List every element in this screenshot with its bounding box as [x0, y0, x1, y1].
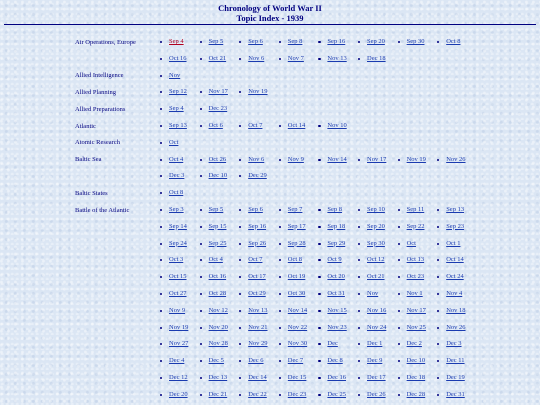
bullet-icon: [358, 293, 360, 295]
bullet-icon: [160, 327, 162, 329]
date-link[interactable]: Oct 4: [169, 155, 184, 163]
date-link[interactable]: Nov 10: [327, 122, 347, 129]
bullet-icon: [239, 310, 241, 312]
date-link[interactable]: Nov 20: [208, 323, 228, 331]
bullet-icon: [160, 360, 162, 362]
bullet-icon: [200, 125, 202, 127]
bullet-icon: [437, 310, 439, 312]
date-link[interactable]: Oct 24: [446, 273, 464, 281]
bullet-icon: [437, 293, 439, 295]
date-link[interactable]: Oct 8: [287, 256, 303, 264]
date-link[interactable]: Dec 21: [208, 390, 228, 398]
date-link[interactable]: Dec 18: [367, 54, 386, 62]
date-link[interactable]: Nov 9: [169, 306, 186, 314]
date-link[interactable]: Sep 7: [287, 206, 303, 213]
bullet-icon: [239, 327, 241, 329]
bullet-icon: [279, 58, 281, 60]
date-link[interactable]: Sep 11: [406, 206, 425, 213]
date-link[interactable]: Oct 9: [327, 256, 342, 264]
date-link[interactable]: Sep 25: [208, 239, 227, 247]
bullet-icon: [398, 293, 400, 295]
bullet-icon: [160, 75, 162, 77]
date-link[interactable]: Oct 21: [367, 273, 385, 281]
bullet-icon: [437, 259, 439, 261]
date-link[interactable]: Dec 4: [169, 357, 185, 365]
bullet-icon: [200, 343, 202, 345]
date-link[interactable]: Nov 1: [406, 290, 423, 297]
date-link[interactable]: Oct 16: [208, 273, 227, 281]
date-link[interactable]: Oct 19: [287, 273, 306, 281]
bullet-icon: [239, 41, 241, 43]
bullet-icon: [239, 394, 241, 396]
date-link[interactable]: Dec 9: [367, 357, 383, 365]
date-link[interactable]: Nov 4: [446, 290, 463, 297]
date-link[interactable]: Dec 20: [169, 390, 188, 398]
date-link[interactable]: Sep 6: [248, 38, 263, 45]
date-link[interactable]: Sep 5: [208, 206, 224, 213]
date-link[interactable]: Sep 16: [248, 222, 267, 230]
bullet-icon: [239, 209, 241, 211]
bullet-icon: [437, 327, 439, 329]
bullet-icon: [160, 276, 162, 278]
date-link[interactable]: Nov 14: [327, 155, 347, 163]
date-link[interactable]: Oct 6: [208, 122, 223, 129]
date-link[interactable]: Oct 30: [287, 290, 306, 297]
date-link[interactable]: Dec 3: [169, 172, 185, 180]
date-link[interactable]: Oct 3: [169, 256, 184, 264]
bullet-icon: [200, 310, 202, 312]
date-link[interactable]: Oct 7: [248, 256, 263, 264]
bullet-icon: [398, 377, 400, 379]
bullet-icon: [318, 327, 320, 329]
bullet-icon: [279, 41, 281, 43]
bullet-icon: [398, 159, 400, 161]
date-link[interactable]: Nov 15: [327, 306, 347, 314]
bullet-icon: [160, 226, 162, 228]
topic-label: Baltic Sea: [75, 156, 102, 164]
date-link[interactable]: Sep 12: [169, 88, 187, 96]
bullet-icon: [318, 41, 320, 43]
date-link[interactable]: Dec 5: [208, 357, 224, 365]
bullet-icon: [279, 226, 281, 228]
bullet-icon: [318, 125, 320, 127]
date-link[interactable]: Oct 12: [367, 256, 385, 264]
date-link[interactable]: Dec 17: [367, 374, 386, 381]
bullet-icon: [358, 276, 360, 278]
date-link[interactable]: Oct 8: [446, 38, 461, 45]
bullet-icon: [160, 259, 162, 261]
date-link[interactable]: Oct 13: [406, 256, 425, 264]
date-link[interactable]: Dec 7: [287, 357, 304, 365]
bullet-icon: [279, 394, 281, 396]
page-subtitle: Topic Index - 1939: [236, 13, 304, 23]
date-link[interactable]: Sep 30: [406, 38, 425, 45]
date-link[interactable]: Nov 17: [208, 88, 228, 96]
bullet-icon: [279, 377, 281, 379]
date-link[interactable]: Dec 13: [208, 374, 228, 381]
date-link[interactable]: Sep 23: [446, 222, 465, 230]
bullet-icon: [200, 259, 202, 261]
bullet-icon: [160, 175, 162, 177]
bullet-icon: [318, 259, 320, 261]
bullet-icon: [160, 108, 162, 110]
bullet-icon: [279, 243, 281, 245]
date-link[interactable]: Nov 21: [248, 323, 268, 331]
date-link[interactable]: Sep 8: [327, 206, 343, 213]
bullet-icon: [239, 259, 241, 261]
bullet-icon: [279, 310, 281, 312]
bullet-icon: [358, 343, 360, 345]
date-link[interactable]: Nov 26: [446, 155, 466, 163]
bullet-icon: [318, 377, 320, 379]
bullet-icon: [239, 377, 241, 379]
date-link[interactable]: Oct 23: [406, 273, 425, 281]
date-link[interactable]: Dec 2: [406, 340, 422, 348]
date-link[interactable]: Dec 26: [367, 390, 386, 398]
bullet-icon: [358, 159, 360, 161]
header-divider: [4, 24, 536, 25]
bullet-icon: [437, 377, 439, 379]
date-link[interactable]: Sep 8: [287, 38, 303, 45]
date-link[interactable]: Sep 5: [208, 38, 224, 45]
bullet-icon: [398, 209, 400, 211]
date-link[interactable]: Oct 7: [248, 122, 263, 129]
bullet-icon: [318, 209, 320, 211]
bullet-icon: [279, 327, 281, 329]
date-link[interactable]: Dec 1: [367, 340, 383, 348]
bullet-icon: [160, 58, 162, 60]
topic-label: Baltic States: [75, 189, 108, 197]
bullet-icon: [318, 226, 320, 228]
topic-label: Allied Preparations: [75, 105, 126, 113]
topic-label: Air Operations, Europe: [75, 38, 136, 46]
date-link[interactable]: Oct 29: [248, 290, 266, 297]
bullet-icon: [239, 175, 241, 177]
bullet-icon: [200, 159, 202, 161]
bullet-icon: [200, 91, 202, 93]
date-link[interactable]: Sep 13: [169, 122, 187, 129]
date-link[interactable]: Sep 4: [169, 38, 184, 45]
date-link[interactable]: Dec 14: [248, 374, 267, 381]
date-link[interactable]: Oct 1: [446, 239, 461, 247]
date-link[interactable]: Nov 14: [287, 306, 308, 314]
topic-label: Atomic Research: [75, 139, 120, 147]
bullet-icon: [279, 360, 281, 362]
bullet-icon: [160, 377, 162, 379]
bullet-icon: [437, 159, 439, 161]
date-link[interactable]: Dec 23: [287, 390, 307, 398]
bullet-icon: [318, 243, 320, 245]
bullet-icon: [239, 125, 241, 127]
date-link[interactable]: Sep 28: [287, 239, 306, 247]
date-link[interactable]: Sep 20: [367, 222, 385, 230]
bullet-icon: [358, 226, 360, 228]
bullet-icon: [239, 343, 241, 345]
bullet-icon: [200, 41, 202, 43]
bullet-icon: [200, 226, 202, 228]
date-link[interactable]: Dec 15: [287, 374, 307, 381]
bullet-icon: [437, 226, 439, 228]
date-link[interactable]: Sep 20: [367, 38, 385, 45]
bullet-icon: [358, 377, 360, 379]
bullet-icon: [160, 192, 162, 194]
date-link[interactable]: Nov 19: [406, 155, 426, 163]
bullet-icon: [437, 276, 439, 278]
date-link[interactable]: Nov 28: [208, 340, 228, 348]
date-link[interactable]: Nov 19: [169, 323, 189, 331]
bullet-icon: [398, 226, 400, 228]
date-link[interactable]: Nov 13: [327, 54, 347, 62]
bullet-icon: [358, 259, 360, 261]
date-link[interactable]: Dec 19: [446, 374, 465, 381]
date-link[interactable]: Dec 29: [248, 172, 267, 180]
date-link[interactable]: Sep 4: [169, 105, 184, 113]
date-link[interactable]: Sep 26: [248, 239, 267, 247]
bullet-icon: [437, 209, 439, 211]
bullet-icon: [358, 394, 360, 396]
date-link[interactable]: Sep 15: [208, 222, 227, 230]
date-link[interactable]: Nov 27: [169, 340, 189, 348]
bullet-icon: [160, 293, 162, 295]
date-link[interactable]: Nov 22: [287, 323, 308, 331]
bullet-icon: [398, 243, 400, 245]
date-link[interactable]: Sep 30: [367, 239, 385, 247]
date-link[interactable]: Dec 23: [208, 105, 228, 113]
date-link[interactable]: Nov: [367, 290, 379, 297]
date-link[interactable]: Nov 13: [248, 306, 268, 314]
bullet-icon: [437, 394, 439, 396]
bullet-icon: [160, 394, 162, 396]
bullet-icon: [318, 58, 320, 60]
date-link[interactable]: Nov 25: [406, 323, 426, 331]
date-link[interactable]: Nov 17: [406, 306, 426, 314]
bullet-icon: [318, 310, 320, 312]
date-link[interactable]: Nov 24: [367, 323, 387, 331]
date-link[interactable]: Nov 26: [446, 323, 466, 331]
date-link[interactable]: Nov 30: [287, 340, 308, 348]
date-link[interactable]: Oct 21: [208, 54, 227, 62]
bullet-icon: [239, 226, 241, 228]
topic-label: Atlantic: [75, 122, 96, 130]
bullet-icon: [239, 293, 241, 295]
bullet-icon: [398, 310, 400, 312]
date-link[interactable]: Nov 7: [287, 54, 304, 62]
bullet-icon: [200, 58, 202, 60]
date-link[interactable]: Nov 23: [327, 323, 347, 331]
date-link[interactable]: Nov 9: [287, 155, 304, 163]
bullet-icon: [318, 276, 320, 278]
bullet-icon: [437, 343, 439, 345]
bullet-icon: [160, 343, 162, 345]
bullet-icon: [358, 360, 360, 362]
bullet-icon: [160, 91, 162, 93]
date-link[interactable]: Nov 17: [367, 155, 387, 163]
bullet-icon: [279, 293, 281, 295]
date-link[interactable]: Oct 17: [248, 273, 266, 281]
topic-label: Allied Planning: [75, 88, 116, 96]
bullet-icon: [200, 108, 202, 110]
bullet-icon: [358, 243, 360, 245]
date-link[interactable]: Dec 10: [208, 172, 228, 180]
date-link[interactable]: Nov 16: [367, 306, 387, 314]
bullet-icon: [358, 327, 360, 329]
bullet-icon: [437, 41, 439, 43]
date-link[interactable]: Sep 22: [406, 222, 425, 230]
bullet-icon: [358, 41, 360, 43]
date-link[interactable]: Dec 3: [446, 340, 462, 348]
date-link[interactable]: Dec 22: [248, 390, 267, 398]
date-link[interactable]: Sep 16: [327, 38, 346, 45]
date-link[interactable]: Oct 16: [169, 54, 187, 62]
bullet-icon: [398, 360, 400, 362]
bullet-icon: [279, 259, 281, 261]
date-link[interactable]: Oct 14: [287, 122, 306, 129]
date-link[interactable]: Dec 18: [406, 374, 426, 381]
bullet-icon: [437, 243, 439, 245]
date-link[interactable]: Dec 11: [446, 357, 465, 365]
bullet-icon: [358, 209, 360, 211]
date-link[interactable]: Sep 24: [169, 239, 187, 247]
date-link[interactable]: Dec 31: [446, 390, 465, 398]
date-link[interactable]: Dec 8: [327, 357, 343, 365]
date-link[interactable]: Sep 18: [327, 222, 346, 230]
date-link[interactable]: Sep 14: [169, 222, 187, 230]
date-link[interactable]: Oct 28: [208, 290, 227, 297]
bullet-icon: [200, 327, 202, 329]
bullet-icon: [200, 360, 202, 362]
bullet-icon: [318, 360, 320, 362]
bullet-icon: [318, 293, 320, 295]
bullet-icon: [200, 394, 202, 396]
date-link[interactable]: Oct 15: [169, 273, 187, 281]
date-link[interactable]: Sep 10: [367, 206, 385, 213]
bullet-icon: [239, 159, 241, 161]
bullet-icon: [358, 58, 360, 60]
bullet-icon: [239, 91, 241, 93]
date-link[interactable]: Dec 16: [327, 374, 346, 381]
bullet-icon: [200, 276, 202, 278]
bullet-icon: [200, 293, 202, 295]
bullet-icon: [358, 310, 360, 312]
date-link[interactable]: Oct 14: [446, 256, 464, 264]
date-link[interactable]: Oct 8: [169, 189, 184, 197]
bullet-icon: [160, 142, 162, 144]
bullet-icon: [239, 276, 241, 278]
date-link[interactable]: Dec 25: [327, 390, 346, 398]
date-link[interactable]: Sep 29: [327, 239, 346, 247]
page-header: [0, 3, 540, 23]
date-link[interactable]: Oct: [406, 239, 416, 247]
date-link[interactable]: Oct 26: [208, 155, 227, 163]
date-link[interactable]: Nov 19: [248, 88, 268, 96]
date-link[interactable]: Dec: [327, 340, 338, 348]
bullet-icon: [398, 276, 400, 278]
date-link[interactable]: Oct 27: [169, 290, 187, 297]
bullet-icon: [200, 209, 202, 211]
topic-label: Battle of the Atlantic: [75, 206, 130, 214]
date-link[interactable]: Sep 13: [446, 206, 465, 213]
date-link[interactable]: Nov: [169, 71, 181, 79]
bullet-icon: [200, 175, 202, 177]
date-link[interactable]: Dec 6: [248, 357, 264, 365]
bullet-icon: [279, 159, 281, 161]
bullet-icon: [398, 327, 400, 329]
bullet-icon: [239, 360, 241, 362]
date-link[interactable]: Nov 6: [248, 155, 265, 163]
bullet-icon: [318, 394, 320, 396]
bullet-icon: [160, 159, 162, 161]
bullet-icon: [437, 360, 439, 362]
bullet-icon: [398, 394, 400, 396]
bullet-icon: [160, 125, 162, 127]
bullet-icon: [239, 58, 241, 60]
date-link[interactable]: Dec 10: [406, 357, 426, 365]
bullet-icon: [279, 343, 281, 345]
bullet-icon: [160, 41, 162, 43]
bullet-icon: [279, 276, 281, 278]
date-link[interactable]: Sep 3: [169, 206, 184, 213]
page-title: Chronology of World War II: [218, 3, 322, 13]
bullet-icon: [398, 343, 400, 345]
bullet-icon: [398, 41, 400, 43]
date-link[interactable]: Nov 12: [208, 306, 228, 314]
date-link[interactable]: Nov 18: [446, 306, 466, 314]
bullet-icon: [200, 377, 202, 379]
bullet-icon: [239, 243, 241, 245]
date-link[interactable]: Nov 6: [248, 54, 265, 62]
bullet-icon: [318, 159, 320, 161]
date-link[interactable]: Dec 12: [169, 374, 188, 381]
date-link[interactable]: Oct 20: [327, 273, 345, 281]
bullet-icon: [200, 243, 202, 245]
bullet-icon: [318, 343, 320, 345]
date-link[interactable]: Oct 31: [327, 290, 345, 297]
date-link[interactable]: Nov 29: [248, 340, 268, 348]
bullet-icon: [160, 209, 162, 211]
date-link[interactable]: Oct 4: [208, 256, 223, 264]
bullet-icon: [160, 310, 162, 312]
date-link[interactable]: Oct: [169, 138, 179, 146]
bullet-icon: [279, 125, 281, 127]
date-link[interactable]: Sep 6: [248, 206, 263, 213]
bullet-icon: [160, 243, 162, 245]
bullet-icon: [398, 259, 400, 261]
date-link[interactable]: Sep 17: [287, 222, 306, 230]
topic-label: Allied Intelligence: [75, 72, 124, 80]
date-link[interactable]: Dec 28: [406, 390, 426, 398]
bullet-icon: [279, 209, 281, 211]
